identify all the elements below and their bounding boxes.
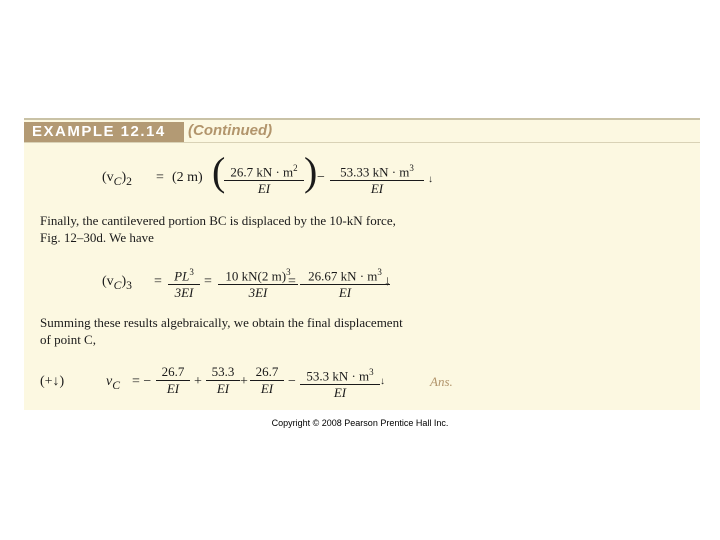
eq1-fraction-2: $\frac{53.33 kN \cdot m^3}{EI}$ — [330, 160, 424, 197]
eq1-minus: − — [317, 170, 325, 185]
eq3-fraction-1: $\frac{26.7}{EI}$ — [156, 364, 190, 397]
eq1-lhs: $(v_C)_2$ — [102, 170, 132, 188]
eq2-equals-2: = — [204, 274, 212, 289]
eq2-down-arrow: ↓ — [384, 274, 391, 289]
eq3-fraction-3: $\frac{26.7}{EI}$ — [250, 364, 284, 397]
paragraph-1 — [40, 212, 396, 246]
eq3-equals: = − — [132, 374, 152, 389]
eq3-fraction-4: $\frac{53.3 kN \cdot m^3}{EI}$ — [300, 364, 380, 401]
eq3-plus-2: + — [240, 374, 248, 389]
eq3-plus-1: + — [194, 374, 202, 389]
eq3-lhs: $v_C$ — [106, 374, 120, 392]
eq1-close-paren: ) — [304, 149, 318, 194]
eq1-down-arrow: ↓ — [428, 174, 433, 185]
eq2-equals-3: = — [288, 274, 296, 289]
example-header — [24, 118, 700, 143]
paragraph-1-line-1: Finally, the cantilevered portion BC is displaced by the 10-kN force, — [40, 213, 396, 228]
paragraph-2-line-2: of point C, — [40, 332, 96, 347]
example-label-box — [24, 122, 184, 142]
eq1-open-paren: ( — [212, 149, 226, 194]
answer-label: Ans. — [430, 374, 453, 389]
eq2-fraction-1: $\frac{PL^3}{3EI}$ — [168, 264, 200, 301]
eq3-sign-convention: (+↓) — [40, 374, 65, 389]
paragraph-2-line-1: Summing these results algebraically, we obtain the final displacement — [40, 315, 403, 330]
copyright-notice: Copyright © 2008 Pearson Prentice Hall Inc. — [271, 418, 449, 428]
eq2-fraction-2: $\frac{10 kN(2 m)^3}{3EI}$ — [218, 264, 298, 301]
eq1-factor: (2 m) — [172, 170, 203, 185]
eq3-down-arrow: ↓ — [380, 376, 385, 387]
eq2-fraction-3: $\frac{26.67 kN \cdot m^3}{EI}$ — [300, 264, 390, 301]
eq3-fraction-2: $\frac{53.3}{EI}$ — [206, 364, 240, 397]
eq2-equals-1: = — [154, 274, 162, 289]
example-label: EXAMPLE 12.14 — [32, 123, 166, 140]
paragraph-2 — [40, 314, 403, 348]
eq3-minus: − — [288, 374, 296, 389]
continued-label: (Continued) — [188, 122, 273, 139]
eq1-fraction-1: $\frac{26.7 kN \cdot m^2}{EI}$ — [224, 160, 304, 197]
paragraph-1-line-2: Fig. 12–30d. We have — [40, 230, 154, 245]
eq1-equals: = — [156, 170, 164, 185]
example-panel — [24, 118, 700, 410]
eq2-lhs: $(v_C)_3$ — [102, 274, 132, 292]
